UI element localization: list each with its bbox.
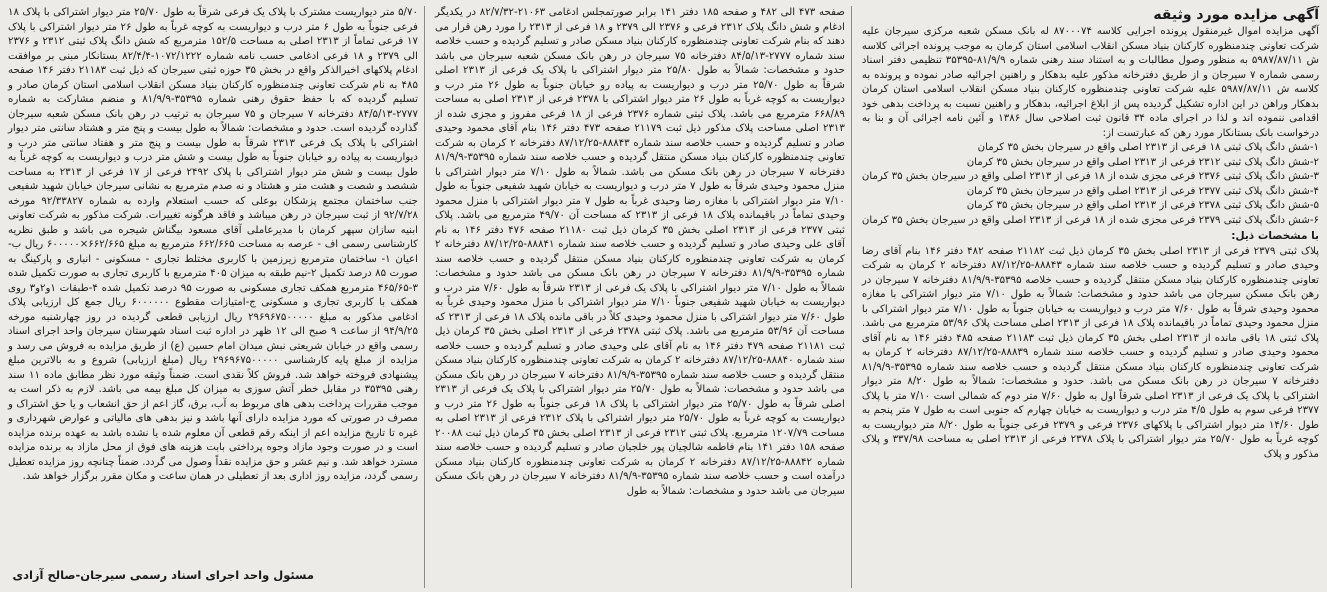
notice-column-2-body: صفحه ۴۷۳ الی ۴۸۲ و صفحه ۱۸۵ دفتر ۱۴۱ برابر صورتمجلس ادغامی ۲۱۰۶۳-۸۲/۷/۳۲ در یکدیگر ادغام و شش دانگ پلاک ۲۳۱۲ فرعی و ۲۳۷۶ الی ۲۳۷۹ و ۱۸ فرعی از ۲۳۱۳ را مورد رهن قرار می دهند که بنام شرکت تعاونی چندمنظوره کارکنان بنیاد مسکن صادر و تسلیم گردیده و حسب خلاصه سند شماره ۲۷۷۷-۸۴/۵/۱۳ دفترخانه ۷۵ سیرجان در رهن بانک مسکن شعبه سیرجان می باشد حدود و مشخصات: شمالاً به طول ۲۵/۸۰ متر دیوار اشتراکی با پلاک یک فرعی از ۲۳۱۳ اصلی شرقاً به طول ۲۵/۷۰ متر درب و دیواریست به پیاده رو خیابان جنوباً به طول ۲۶ متر درب و دیواریست به کوچه غرباً به طول ۲۶ متر دیوار اشتراکی با ۲۳۷۸ فرعی از ۲۳۱۳ اصلی به مساحت ۶۶۸/۸۹ مترمربع می باشد. پلاک ثبتی شماره ۲۳۷۶ فرعی از ۱۸ فرعی مفروز و مجزی شده از ۲۳۱۳ اصلی مساحت پلاک مذکور ذیل ثبت ۲۱۱۷۹ صفحه ۴۷۳ دفتر ۱۴۶ بنام آقای محمود وحیدی صادر و تسلیم گردیده و حسب خلاصه سند شماره ۸۸۸۴۳-۸۷/۱۲/۲۵ دفترخانه ۲ کرمان به شرکت تعاونی چندمنظوره کارکنان بنیاد مسکن منتقل گردیده و حسب خلاصه سند شماره ۳۵۳۹۵-۸۱/۹/۹ دفترخانه ۷ سیرجان در رهن بانک مسکن می باشد. شمالاً به طول ۷/۱۰ متر دیوار اشتراکی با منزل محمود وحیدی شرقاً به طول ۷ متر درب و دیواریست به خیابان شهید شفیعی جنوباً به طول ۷/۱۰ متر دیوار اشتراکی با مغازه رضا وحیدی غرباً به طول ۷ متر دیوار اشتراکی با منزل محمود وحیدی تماماً در باقیمانده پلاک ۱۸ فرعی از ۲۳۱۳ که مساحت آن ۴۹/۷۰ مترمربع می باشد. پلاک ثبتی ۲۳۷۷ فرعی از ۲۳۱۳ اصلی بخش ۳۵ کرمان ذیل ثبت ۲۱۱۸۰ صفحه ۴۷۶ دفتر ۱۴۶ به نام آقای علی وحیدی صادر و تسلیم گردیده و حسب خلاصه سند شماره ۸۸۸۴۱-۸۷/۱۲/۲۵ دفترخانه ۲ کرمان به شرکت تعاونی چندمنظوره کارکنان بنیاد مسکن منتقل گردیده و حسب خلاصه سند شماره ۳۵۳۹۵-۸۱/۹/۹ دفترخانه ۷ سیرجان در رهن بانک مسکن می باشد حدود و مشخصات: شمالاً به طول ۷/۱۰ متر دیوار اشتراکی با پلاک یک فرعی از ۲۳۱۳ شرقاً به طول ۷/۶۰ متر درب و دیواریست به خیابان شهید شفیعی جنوباً ۷/۱۰ متر دیوار اشتراکی با منزل محمود وحیدی غرباً به طول ۷/۶۰ متر دیوار اشتراکی با منزل محمود وحیدی کلاً در باقی مانده پلاک ۱۸ فرعی از ۲۳۱۳ که مساحت آن ۵۳/۹۶ مترمربع می باشد. پلاک ثبتی ۲۳۷۸ فرعی از ۲۳۱۳ اصلی بخش ۳۵ کرمان ذیل ثبت ۲۱۱۸۱ صفحه ۴۷۹ دفتر ۱۴۶ به نام آقای علی وحیدی صادر و تسلیم گردیده و حسب خلاصه سند شماره ۸۸۸۴۰-۸۷/۱۲/۲۵ دفترخانه ۲ کرمان به شرکت تعاونی چندمنظوره کارکنان بنیاد مسکن منتقل گردیده و حسب خلاصه سند شماره ۳۵۳۹۵-۸۱/۹/۹ دفترخانه ۷ سیرجان در رهن بانک مسکن می باشد حدود و مشخصات: شمالاً به طول ۲۵/۷۰ متر دیوار اشتراکی با پلاک یک فرعی از ۲۳۱۳ اصلی شرقاً به طول ۲۵/۷۰ متر دیوار اشتراکی با پلاک ۱۸ فرعی جنوباً به طول ۲۶ متر درب و دیواریست به کوچه غرباً به طول ۲۵/۷۰ متر دیوار اشتراکی با پلاک ۲۳۱۲ فرعی از ۲۳۱۳ اصلی به مساحت ۱۲۰۷/۷۹ مترمربع. پلاک ثبتی ۲۳۱۲ فرعی از ۲۳۱۳ اصلی بخش ۳۵ کرمان ذیل ثبت ۲۰۰۸۸ صفحه ۱۵۸ دفتر ۱۴۱ بنام فاطمه شالچیان پور خلجیان صادر و تسلیم گردیده و حسب خلاصه سند شماره ۸۸۸۴۲-۸۷/۱۲/۲۵ دفترخانه ۲ کرمان به شرکت تعاونی چندمنظوره کارکنان بنیاد مسکن درآمده است و حسب خلاصه سند شماره ۳۵۳۹۵-۸۱/۹/۹ دفترخانه ۷ سیرجان در رهن بانک مسکن سیرجان می باشد حدود و مشخصات: شمالاً به طول — [434, 7, 845, 497]
property-item-4: ۴-شش دانگ پلاک ثبتی ۲۳۷۷ فرعی از ۲۳۱۳ اصلی واقع در سیرجان بخش ۳۵ کرمان — [966, 185, 1319, 197]
property-item-1: ۱-شش دانگ پلاک ثبتی ۱۸ فرعی از ۲۳۱۳ اصلی واقع در سیرجان بخش ۳۵ کرمان — [977, 142, 1319, 153]
notice-column-2 — [435, 6, 852, 588]
property-item-3: ۳-شش دانگ پلاک ثبتی ۲۳۷۶ فرعی مجزی شده از ۱۸ فرعی از ۲۳۱۳ اصلی واقع در سیرجان بخش ۳۵ کرمان — [861, 171, 1319, 182]
property-item-5: ۵-شش دانگ پلاک ثبتی ۲۳۷۸ فرعی از ۲۳۱۳ اصلی واقع در سیرجان بخش ۳۵ کرمان — [966, 200, 1319, 211]
notice-column-1-body: پلاک ثبتی ۲۳۷۹ فرعی از ۲۳۱۳ اصلی بخش ۳۵ کرمان ذیل ثبت ۲۱۱۸۲ صفحه ۴۸۲ دفتر ۱۴۶ بنام آقای رضا وحیدی صادر و تسلیم گردیده و حسب خلاصه سند شماره ۸۸۸۴۳-۸۷/۱۲/۲۵ دفترخانه ۲ کرمان به شرکت تعاونی چندمنظوره کارکنان بنیاد مسکن منتقل گردیده و حسب خلاصه ۳۵۳۹۵-۸۱/۹/۹ دفترخانه ۷ سیرجان در رهن بانک مسکن سیرجان می باشد حدود و مشخصات: شمالاً به طول ۷/۱۰ متر دیوار اشتراکی با مغازه محمود وحیدی شرقاً به طول ۷/۶۰ متر درب و دیواریست به خیابان جنوباً به طول ۷/۱۰ متر دیوار اشتراکی با منزل محمود وحیدی تماماً در باقیمانده پلاک ۱۸ فرعی از ۲۳۱۳ اصلی مساحت پلاک ۵۳/۹۶ مترمربع می باشد. پلاک ثبتی ۱۸ باقی مانده از ۲۳۱۳ اصلی بخش ۳۵ کرمان ذیل ثبت ۲۱۱۸۳ صفحه ۴۸۵ دفتر ۱۴۶ به نام آقای محمود وحیدی صادر و تسلیم گردیده و حسب خلاصه سند شماره ۸۸۸۳۹-۸۷/۱۲/۲۵ دفترخانه ۲ کرمان به شرکت تعاونی چندمنظوره کارکنان بنیاد مسکن منتقل گردیده و حسب خلاصه سند شماره ۳۵۳۹۵-۸۱/۹/۹ دفترخانه ۷ سیرجان در رهن بانک مسکن می باشد. حدود و مشخصات: شمالاً به طول ۸/۲۰ متر دیوار اشتراکی با پلاک یک فرعی از ۲۳۱۳ اصلی شرقاً اول به طول ۷/۶۰ متر دوم که شمالی است ۷/۱۰ متر با پلاک ۲۳۷۷ فرعی سوم به طول ۴/۵ متر درب و دیواریست به خیابان چهارم که جنوبی است به طول ۷ متر پنجم به طول ۱۴/۶۰ متر دیوار اشتراکی با پلاکهای ۲۳۷۶ فرعی و ۲۳۷۹ فرعی جنوباً به طول ۸/۲۰ متر دیواریست به کوچه غرباً به طول ۲۵/۷۰ متر دیوار اشتراکی با پلاک ۲۳۷۸ فرعی از ۲۳۱۳ اصلی به مساحت ۳۳۷/۹۸ و پلاک مذکور و پلاک — [861, 245, 1320, 460]
specs-heading: با مشخصات ذیل: — [1231, 230, 1319, 242]
property-item-6: ۶-شش دانگ پلاک ثبتی ۲۳۷۹ فرعی مجزی شده از ۱۸ فرعی از ۲۳۱۳ اصلی واقع در سیرجان بخش ۳۵ کرمان — [861, 214, 1319, 226]
property-item-2: ۲-شش دانگ پلاک ثبتی ۲۳۱۲ فرعی از ۲۳۱۳ اصلی واقع در سیرجان بخش ۳۵ کرمان — [966, 156, 1319, 168]
notice-column-3 — [8, 6, 425, 588]
notice-title: آگهی مزایده مورد وثیقه — [1153, 7, 1319, 23]
notice-column-1 — [862, 6, 1319, 588]
notice-columns — [8, 6, 1319, 588]
notice-column-3-body: ۵/۷۰ متر دیواریست مشترک با پلاک یک فرعی شرقاً به طول ۲۵/۷۰ متر دیوار اشتراکی با پلاک ۱۸ فرعی جنوباً به طول ۶ متر درب و دیواریست به کوچه غرباً به طول ۲۶ متر دیوار اشتراکی با پلاک ۱۷ فرعی تماماً از ۲۳۱۳ اصلی به مساحت ۱۵۲/۵ مترمربع که شش دانگ پلاک ثبتی ۲۳۱۲ و ۲۳۷۶ الی ۲۳۷۹ و ۱۸ فرعی ادغامی حسب نامه شماره ۱۰۷۲/۱۲۲۲-۸۲/۴/۴ بستانکار مبنی بر موافقت ادغام پلاکهای اخیرالذکر واقع در بخش ۳۵ حوزه ثبتی سیرجان که ذیل ثبت ۲۱۱۸۳ دفتر ۱۴۶ صفحه ۴۸۵ به نام شرکت تعاونی چندمنظوره کارکنان بنیاد مسکن انقلاب اسلامی استان کرمان صادر و تسلیم گردیده که با حفظ حقوق رهنی شماره ۳۵۳۹۵-۸۱/۹/۹ و منضم مشارکت به شماره ۲۷۷۷-۸۴/۵/۱۳ دفترخانه ۷ سیرجان و ۷۵ سیرجان به ترتیب در رهن بانک مسکن شعبه سیرجان گذارده گردیده است. حدود و مشخصات: شمالاً به طول بیست و پنج متر و هشتاد سانتی متر دیوار اشتراکی با پلاک یک فرعی ۲۳۱۳ شرقاً به طول بیست و پنج متر و هفتاد سانتی متر درب و دیواریست به پیاده رو خیابان جنوباً به طول بیست و شش متر درب و دیواریست به کوچه غرباً به طول بیست و شش متر دیوار اشتراکی با پلاک ۲۴۹۲ فرعی از ۱۷ فرعی از ۲۳۱۳ به مساحت ششصد و شصت و هشت متر و هشتاد و نه صدم مترمربع به نشانی سیرجان خیابان شهید شفیعی جنب ساختمان مجتمع پزشکان بوعلی که حسب استعلام وارده به شماره ۹۲/۳۳۸۲۷ مورخه ۹۲/۷/۲۸ از ثبت سیرجان در رهن میباشد و فاقد هرگونه تغییرات. شرکت مذکور به شرکت تعاونی ابنیه سازان سپهر کرمان با مدیرعاملی آقای مسعود بیگناش شیجره می باشد و طبق نظریه کارشناسی رسمی اف - عرصه به مساحت ۶۶۲/۶۶۵ مترمربع به مبلغ ۶۶۲/۶۶۵×۶۰۰۰۰۰ ریال ب-اعیان ۱- ساختمان مترمربع زیرزمین با کاربری مختلط تجاری - مسکونی - انباری و پارکینگ به صورت ۸۵ درصد تکمیل ۲-نیم طبقه به میزان ۴۰۵ مترمربع با کاربری تجاری به صورت تکمیل شده ۳-۴۶۵/۶۵ مترمربع همکف تجاری مسکونی به صورت ۹۵ درصد تکمیل شده ۴-طبقات ۱و۲و۳ روی همکف با کاربری تجاری و مسکونی ج-امتیازات مقطوع ۶۰۰۰۰۰۰ ریال جمع کل ارزیابی پلاک ادغامی مذکور به مبلغ ۲۹۶۹۶۷۵۰۰۰۰۰ ریال ارزیابی قطعی گردیده در روز چهارشنبه مورخه ۹۴/۹/۲۵ از ساعت ۹ صبح الی ۱۲ ظهر در اداره ثبت اسناد شهرستان سیرجان واحد اجرای اسناد رسمی واقع در خیابان شریعتی نبش میدان امام حسین (ع) از طریق مزایده به فروش می رسد و مزایده از مبلغ پایه کارشناسی ۲۹۶۹۶۷۵۰۰۰۰۰ ریال (مبلغ ارزیابی) شروع و به بالاترین مبلغ پیشنهادی فروخته خواهد شد. فروش کلاً نقدی است. ضمناً وثیقه مورد نظر مطابق ماده ۱۱ سند رهنی ۳۵۳۹۵ در مقابل خطر آتش سوزی به میزان کل مبلغ بیمه می باشد. لازم به ذکر است به موجب مقررات پرداخت بدهی های مربوط به آب، برق، گاز اعم از حق انشعاب و یا حق اشتراک و مصرف در صورتی که مورد مزایده دارای آنها باشد و نیز بدهی های مالیاتی و عوارض شهرداری و غیره تا تاریخ مزایده اعم از اینکه رقم قطعی آن معلوم شده یا نشده باشد به عهده برنده مزایده است و در صورت وجود مازاد وجوه پرداختی بابت هزینه های فوق از محل مازاد به برنده مزایده مسترد خواهد شد. و نیم عشر و حق مزایده نقداً وصول می گردد. ضمناً چنانچه روز مزایده تعطیل رسمی گردد، مزایده روز اداری بعد از تعطیلی در همان ساعت و مکان مقرر برگزار خواهد شد. — [7, 7, 418, 482]
signature-line: مسئول واحد اجرای اسناد رسمی سیرجان-صالح آزادی — [12, 567, 314, 582]
notice-intro: آگهی مزایده اموال غیرمنقول پرونده اجرایی کلاسه ۸۷۰۰۰۷۴ له بانک مسکن شعبه مرکزی سیرجان علیه شرکت تعاونی چندمنظوره کارکنان بنیاد مسکن انقلاب اسلامی استان کرمان به موجب پرونده اجرائی کلاسه ش ۵۹۸۷/۸۷/۱۱ به منظور وصول مطالبات و به استناد سند رهنی شماره ۸۱/۹/۹-۳۵۳۹۵ تنظیمی دفتر اسناد رسمی شماره ۷ سیرجان و از طریق دفترخانه مذکور علیه بدهکار و راهنین اجرائیه صادر نموده و پرونده به کلاسه ش ۵۹۸۷/۸۷/۱۱ علیه شرکت تعاونی چندمنظوره کارکنان بنیاد مسکن انقلاب اسلامی استان کرمان بدهکار وراهن در این اداره تشکیل گردیده پس از ابلاغ اجرائیه، بدهکار و راهنین نسبت به پرداخت بدهی خود اقدامی ننموده اند و لذا در اجرای ماده ۳۴ قانون ثبت اصلاحی سال ۱۳۸۶ و آئین نامه اجرائی آن و بنا به درخواست بانک بستانکار مورد رهن که عبارتست از: — [861, 26, 1319, 139]
